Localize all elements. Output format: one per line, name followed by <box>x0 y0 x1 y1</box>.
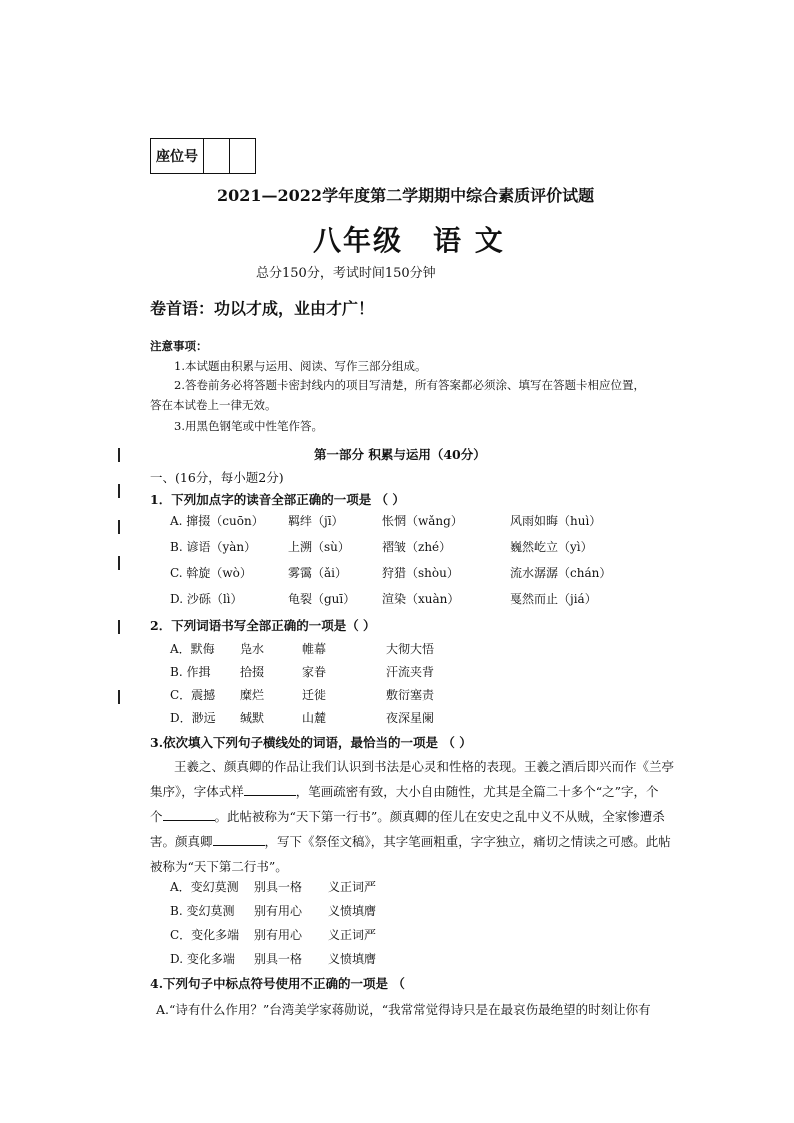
q3-option: 别具一格 <box>254 880 303 894</box>
question-1-stem: 1．下列加点字的读音全部正确的一项是 （ ） <box>150 492 405 507</box>
q1-option: 上溯（sù） <box>288 540 350 554</box>
note-item: 2.答卷前务必将答题卡密封线内的项目写清楚，所有答案都必须涂、填写在答题卡相应位置， <box>174 378 645 392</box>
q2-option: 汗流夹背 <box>386 665 435 679</box>
q2-option: 缄默 <box>240 711 265 725</box>
q1-option: 风雨如晦（huì） <box>510 514 602 528</box>
q2-option: 敷衍塞责 <box>386 688 435 702</box>
fill-blank <box>163 808 215 821</box>
seat-number-label: 座位号 <box>151 139 204 173</box>
q1-option-row <box>170 590 597 607</box>
q2-option: 家眷 <box>302 665 327 679</box>
q2-option: 夜深星阑 <box>386 711 435 725</box>
q1-option: B. 谚语（yàn） <box>170 540 257 554</box>
q1-option: 怅惘（wǎng） <box>382 514 463 528</box>
fill-blank <box>244 783 296 796</box>
binding-mark <box>118 556 120 570</box>
question-3-stem: 3.依次填入下列句子横线处的词语，最恰当的一项是 （ ） <box>150 735 472 750</box>
question-4-stem: 4.下列句子中标点符号使用不正确的一项是 （ <box>150 976 405 991</box>
exam-title: 2021—2022学年度第二学期期中综合素质评价试题 <box>217 186 595 205</box>
q3-option: 别有用心 <box>254 928 303 942</box>
q1-option: 渲染（xuàn） <box>382 592 460 606</box>
part-title: 一、(16分，每小题2分) <box>150 470 284 485</box>
q4-option-a: A.“诗有什么作用？”台湾美学家蒋勋说，“我常常觉得诗只是在最哀伤最绝望的时刻让你有 <box>156 1002 651 1017</box>
q3-passage-line <box>150 807 665 825</box>
binding-mark <box>118 620 120 634</box>
q1-option-row <box>170 538 593 555</box>
fill-blank <box>213 833 265 846</box>
q1-option: 流水潺潺（chán） <box>510 566 612 580</box>
q3-passage-line <box>150 832 671 850</box>
q3-text: 。此帖被称为“天下第一行书”。颜真卿的侄儿在安史之乱中义不从贼，全家惨遭杀 <box>214 809 665 824</box>
note-item: 答在本试卷上一律无效。 <box>150 398 277 412</box>
binding-mark <box>118 520 120 534</box>
binding-mark <box>118 448 120 462</box>
q2-option: B. 作揖 <box>170 665 211 679</box>
q1-option: 龟裂（guī） <box>288 592 356 606</box>
q2-option-row <box>170 686 434 703</box>
q1-option: 褶皱（zhé） <box>382 540 452 554</box>
q1-option: 雾霭（ǎi） <box>288 566 347 580</box>
grade-subject: 八年级 语 文 <box>313 224 505 257</box>
q2-option: C．震撼 <box>170 688 216 702</box>
q3-option: A．变幻莫测 <box>170 880 239 894</box>
q1-option-row <box>170 512 601 529</box>
seat-number-box <box>150 138 256 174</box>
q3-option: 别有用心 <box>254 904 303 918</box>
q2-option: A．默侮 <box>170 642 215 656</box>
q2-option: 拾掇 <box>240 665 265 679</box>
q1-option: C. 斡旋（wò） <box>170 566 252 580</box>
q3-option: 别具一格 <box>254 952 303 966</box>
q3-text: 个 <box>150 809 163 824</box>
q2-option: 迁徙 <box>302 688 327 702</box>
note-item: 1.本试题由积累与运用、阅读、写作三部分组成。 <box>174 359 427 373</box>
q1-option-row <box>170 564 611 581</box>
q3-option: 义正词严 <box>328 880 377 894</box>
q3-text: 害。颜真卿 <box>150 834 213 849</box>
q3-text: ，写下《祭侄文稿》，其字笔画粗重，字字独立，痛切之情读之可感。此帖 <box>264 834 671 849</box>
binding-mark <box>118 690 120 704</box>
q3-option-row <box>170 950 376 967</box>
motto: 卷首语：功以才成，业由才广！ <box>150 299 375 318</box>
q1-option: D. 沙砾（lì） <box>170 592 243 606</box>
q2-option: 糜烂 <box>240 688 265 702</box>
score-time: 总分150分，考试时间150分钟 <box>256 266 436 281</box>
q3-passage-line: 王羲之、颜真卿的作品让我们认识到书法是心灵和性格的表现。王羲之酒后即兴而作《兰亭 <box>174 759 675 774</box>
seat-cell <box>204 139 230 173</box>
section-title: 第一部分 积累与运用（40分） <box>314 447 486 462</box>
q2-option-row <box>170 709 434 726</box>
q3-option: 义正词严 <box>328 928 377 942</box>
binding-mark <box>118 484 120 498</box>
q1-option: 戛然而止（jiá） <box>510 592 597 606</box>
q2-option: 山麓 <box>302 711 327 725</box>
q2-option: 凫水 <box>240 642 265 656</box>
q3-option-row <box>170 926 376 943</box>
q2-option: 大彻大悟 <box>386 642 435 656</box>
q2-option-row <box>170 640 434 657</box>
q3-option: 义愤填膺 <box>328 904 377 918</box>
q3-passage-line: 被称为“天下第二行书”。 <box>150 859 288 874</box>
note-item: 3.用黑色钢笔或中性笔作答。 <box>174 419 323 433</box>
q2-option: 帷幕 <box>302 642 327 656</box>
q3-passage-line <box>150 782 659 800</box>
q3-option: 义愤填膺 <box>328 952 377 966</box>
q3-option: B. 变幻莫测 <box>170 904 235 918</box>
question-2-stem: 2．下列词语书写全部正确的一项是（ ） <box>150 618 376 633</box>
q3-text: 集序》，字体式样 <box>150 784 244 799</box>
q3-option-row <box>170 902 376 919</box>
q3-option: D. 变化多端 <box>170 952 235 966</box>
q3-option-row <box>170 878 376 895</box>
q1-option: 巍然屹立（yì） <box>510 540 593 554</box>
q1-option: 狩猎（shòu） <box>382 566 459 580</box>
q3-text: ，笔画疏密有致，大小自由随性，尤其是全篇二十多个“之”字，个 <box>295 784 659 799</box>
q1-option: A. 撺掇（cuōn） <box>170 514 264 528</box>
seat-cell <box>230 139 255 173</box>
notes-heading: 注意事项： <box>150 339 208 353</box>
q2-option-row <box>170 663 434 680</box>
q2-option: D．渺远 <box>170 711 216 725</box>
q3-option: C．变化多端 <box>170 928 240 942</box>
q1-option: 羁绊（jī） <box>288 514 344 528</box>
